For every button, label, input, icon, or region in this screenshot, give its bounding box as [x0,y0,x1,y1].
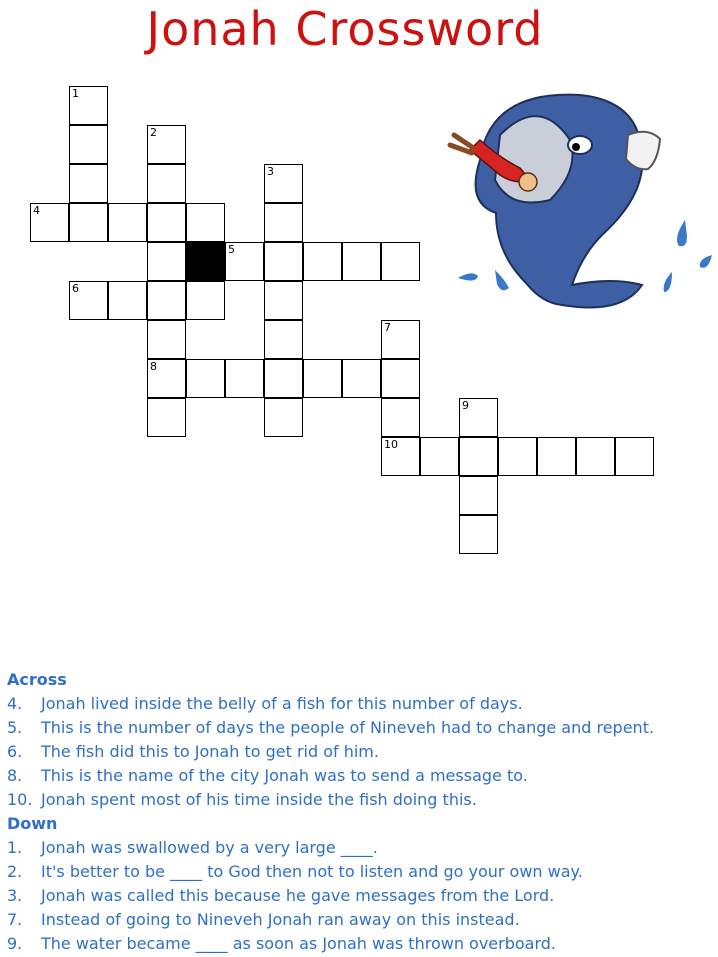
down-clue [7,836,717,860]
crossword-cell[interactable] [264,242,303,281]
clue-num: 1. [7,838,23,857]
clue-text: The water became ____ as soon as Jonah was thrown overboard. [41,934,557,953]
clue-text: Jonah spent most of his time inside the fish doing this. [41,790,477,809]
down-clue [7,908,717,932]
crossword-cell[interactable] [576,437,615,476]
clue-list [7,668,717,956]
crossword-cell[interactable] [264,281,303,320]
crossword-cell[interactable] [69,164,108,203]
clue-text: Instead of going to Nineveh Jonah ran away on this instead. [41,910,520,929]
across-clue [7,788,717,812]
crossword-cell[interactable] [69,86,108,125]
crossword-cell[interactable] [459,437,498,476]
crossword-cell[interactable] [381,437,420,476]
clue-text: Jonah was called this because he gave messages from the Lord. [41,886,555,905]
crossword-cell[interactable] [420,437,459,476]
clue-text: The fish did this to Jonah to get rid of him. [41,742,379,761]
clue-num: 6. [7,742,23,761]
across-clue [7,740,717,764]
clue-num: 5. [7,718,23,737]
crossword-cell[interactable] [537,437,576,476]
crossword-cell[interactable] [303,242,342,281]
crossword-cell[interactable] [147,203,186,242]
crossword-cell[interactable] [147,359,186,398]
crossword-cell[interactable] [147,320,186,359]
page-title: Jonah Crossword [146,2,544,56]
clue-number: 7 [384,321,391,334]
whale-illustration [440,90,718,350]
crossword-cell[interactable] [147,242,186,281]
crossword-cell[interactable] [264,398,303,437]
down-heading: Down [7,814,58,833]
clue-number: 6 [72,282,79,295]
clue-num: 9. [7,934,23,953]
clue-number: 9 [462,399,469,412]
black-square [186,242,225,281]
crossword-cell[interactable] [225,242,264,281]
clue-number: 1 [72,87,79,100]
clue-num: 3. [7,886,23,905]
water-drop [664,272,672,292]
clue-num: 2. [7,862,23,881]
crossword-cell[interactable] [459,515,498,554]
crossword-cell[interactable] [264,164,303,203]
crossword-cell[interactable] [69,125,108,164]
clue-num: 10. [7,790,33,809]
clue-num: 7. [7,910,23,929]
crossword-cell[interactable] [30,203,69,242]
clue-number: 2 [150,126,157,139]
across-clue [7,716,717,740]
crossword-cell[interactable] [381,242,420,281]
across-clue [7,764,717,788]
water-drop [700,255,712,268]
crossword-cell[interactable] [147,281,186,320]
crossword-cell[interactable] [186,359,225,398]
down-clue [7,884,717,908]
down-clues [7,836,717,956]
crossword-cell[interactable] [342,359,381,398]
down-clue [7,932,717,956]
clue-number: 10 [384,438,398,451]
crossword-cell[interactable] [303,359,342,398]
clue-num: 4. [7,694,23,713]
crossword-cell[interactable] [147,164,186,203]
crossword-cell[interactable] [459,476,498,515]
clue-num: 8. [7,766,23,785]
across-heading: Across [7,670,67,689]
water-drop [495,270,509,290]
across-clue [7,692,717,716]
clue-number: 8 [150,360,157,373]
clue-text: Jonah was swallowed by a very large ____. [41,838,378,857]
clue-text: Jonah lived inside the belly of a fish for this number of days. [41,694,523,713]
crossword-cell[interactable] [69,281,108,320]
crossword-cell[interactable] [147,398,186,437]
crossword-cell[interactable] [264,203,303,242]
crossword-cell[interactable] [381,398,420,437]
clue-number: 3 [267,165,274,178]
clue-number: 4 [33,204,40,217]
water-drop [458,273,478,280]
jonah-head [519,173,537,191]
crossword-cell[interactable] [225,359,264,398]
crossword-cell[interactable] [186,281,225,320]
crossword-cell[interactable] [147,125,186,164]
crossword-cell[interactable] [108,281,147,320]
crossword-cell[interactable] [108,203,147,242]
clue-number: 5 [228,243,235,256]
crossword-cell[interactable] [264,359,303,398]
crossword-cell[interactable] [381,320,420,359]
clue-text: This is the number of days the people of Nineveh had to change and repent. [41,718,655,737]
whale-eye [568,136,592,154]
crossword-cell[interactable] [498,437,537,476]
crossword-cell[interactable] [615,437,654,476]
clue-text: This is the name of the city Jonah was to send a message to. [41,766,528,785]
crossword-cell[interactable] [342,242,381,281]
crossword-cell[interactable] [264,320,303,359]
sailor-hat [626,132,660,169]
clue-text: It's better to be ____ to God then not to listen and go your own way. [41,862,583,881]
water-drop [677,220,687,246]
crossword-cell[interactable] [381,359,420,398]
down-clue [7,860,717,884]
across-clues [7,692,717,812]
crossword-cell[interactable] [69,203,108,242]
crossword-cell[interactable] [459,398,498,437]
crossword-cell[interactable] [186,203,225,242]
